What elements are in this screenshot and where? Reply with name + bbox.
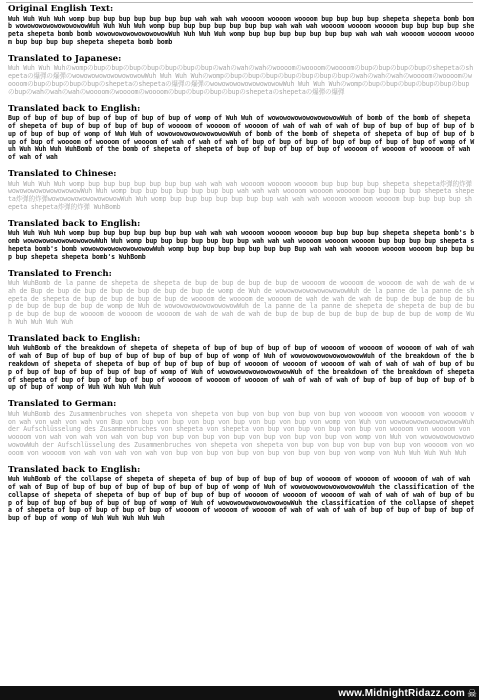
- section-body: Bup of bup of bup of bup of bup of bup of bup of womp of Wuh Wuh of wowowowowowowowowowWuh of bomb of the bomb of shepeta of shepeta of bup of bup of bup of bup of woooom of woooom of woooom of wah of wah of wah of bup of bup of bup of bup of bup of bup of bup of womp of Wuh Wuh of wowowowowowowowowowWuh of bomb of the bomb of shepeta of shepeta of bup of bup of bup of bup of woooom of woooom of woooom of wah of wah of wah of bup of bup of bup of bup of bup of bup of bup of womp of Wuh Wuh Wuh Wuh WuhBomb of the bomb of shepeta of shepeta of bup of bup of bup of bup of woooom of woooom of woooom of wah of wah of wah: [8, 114, 475, 162]
- section-body: Wuh WuhBomb de la panne de shepeta de shepeta de bup de bup de bup de bup de woooom de woooom de woooom de wah de wah de wah de Bup de bup de bup de bup de bup de bup de bup de womp de Wuh de wowowowowowowowowowWuh de la panne de la panne de shepeta de shepeta de bup de bup de bup de bup de woooom de woooom de woooom de wah de wah de wah de bup de bup de bup de bup de bup de bup de bup de womp de Wuh de wowowowowowowowowowWuh de la panne de la panne de shepeta de shepeta de bup de bup de bup de bup de woooom de woooom de woooom de wah de wah de wah de bup de bup de bup de bup de bup de bup de womp de Wuh Wuh Wuh Wuh Wuh: [8, 279, 475, 327]
- section-heading: Translated back to English:: [8, 333, 141, 344]
- footer-watermark-bar: [0, 686, 479, 700]
- section-heading: Translated back to English:: [8, 218, 141, 229]
- section-back-to-english-2: [8, 219, 474, 262]
- top-divider: [6, 2, 473, 3]
- section-body: Wuh Wuh Wuh Wuhのwompのbupのbupのbupのbupのbupのbupのbupのwahのwahのwahのwoooomのwoooomのwoooomのbupのbupのbupのbupのshepetaのshepetaの爆弾の爆弾のwowowowowowowowowowWuh Wuh Wuh Wuhのwompのbupのbupのbupのbupのbupのbupのbupのwahのwahのwahのwoooomのwoooomのwoooomのbupのbupのbupのbupのshepetaのshepetaの爆弾の爆弾のwowowowowowowowowowWuh Wuh Wuh Wuhのwompのbupのbupのbupのbupのbupのbupのbupのwahのwahのwahのwoooomのwoooomのwoooomのbupのbupのbupのbupのshepetaのshepetaの爆弾の爆弾: [8, 64, 474, 96]
- section-french: [8, 269, 474, 327]
- section-japanese: [8, 54, 474, 97]
- section-heading: Translated back to English:: [8, 464, 141, 475]
- section-back-to-english-3: [8, 334, 474, 392]
- section-body: Wuh WuhBomb of the collapse of shepeta of shepeta of bup of bup of bup of bup of woooom of woooom of woooom of wah of wah of wah of Bup of bup of bup of bup of bup of bup of bup of womp of Wuh of wowowowowowowowowowWuh the classification of the collapse of shepeta of shepeta of bup of bup of bup of bup of woooom of woooom of woooom of wah of wah of wah of bup of bup of bup of bup of bup of bup of bup of womp of Wuh of wowowowowowowowowowWuh the classification of the collapse of shepeta of shepeta of bup of bup of bup of bup of woooom of woooom of woooom of wah of wah of wah of bup of bup of bup of bup of bup of bup of womp of Wuh Wuh Wuh Wuh Wuh: [8, 475, 475, 523]
- section-heading: Translated to German:: [8, 399, 117, 410]
- section-body: Wuh WuhBomb des Zusammenbruches von shepeta von shepeta von bup von bup von bup von bup von woooom von woooom von woooom von wah von wah von wah von Bup von bup von bup von bup von bup von bup von bup von womp von Wuh von wowowowowowowowowowWuh der Aufschlüsselung des Zusammenbruches von shepeta von shepeta von bup von bup von bup von bup von woooom von woooom von woooom von wah von wah von wah von bup von bup von bup von bup von bup von bup von bup von womp von Wuh von wowowowowowowowowowWuh der Aufschlüsselung des Zusammenbruches von shepeta von shepeta von bup von bup von bup von bup von woooom von woooom von woooom von wah von wah von wah von bup von bup von bup von bup von bup von bup von womp von Wuh Wuh Wuh Wuh Wuh: [8, 409, 475, 457]
- section-heading: Original English Text:: [8, 4, 114, 14]
- section-german: [8, 399, 474, 457]
- skull-icon: ☠: [467, 687, 477, 700]
- section-body: Wuh Wuh Wuh Wuh womp bup bup bup bup bup bup bup wah wah wah woooom woooom woooom bup bup bup bup shepeta shepeta炸弹的炸弹wowowowowowowowowowWuh Wuh womp bup bup bup bup bup bup bup wah wah wah woooom woooom woooom bup bup bup bup shepeta shepeta炸弹的炸弹wowowowowowowowowowWuh Wuh womp bup bup bup bup bup bup bup wah wah wah woooom woooom woooom bup bup bup bup shepeta shepeta炸弹的炸弹 WuhBomb: [8, 179, 475, 211]
- section-body: Wuh Wuh Wuh Wuh womp bup bup bup bup bup bup bup wah wah wah woooom woooom woooom bup bup bup bup shepeta shepeta bomb's bomb wowowowowowowowowowWuh Wuh womp bup bup bup bup bup bup bup wah wah wah woooom woooom woooom bup bup bup bup shepeta shepeta bomb's bomb wowowowowowowowowowWuh womp bup bup bup bup bup bup bup Bup wah wah wah woooom woooom woooom bup bup bup bup shepeta shepeta bomb's WuhBomb: [8, 229, 475, 261]
- section-heading: Translated back to English:: [8, 103, 141, 114]
- section-back-to-english-1: [8, 104, 474, 162]
- section-body: Wuh WuhBomb of the breakdown of shepeta of shepeta of bup of bup of bup of bup of woooom of woooom of woooom of wah of wah of wah of Bup of bup of bup of bup of bup of bup of bup of womp of Wuh of wowowowowowowowowowWuh of the breakdown of the breakdown of shepeta of shepeta of bup of bup of bup of bup of woooom of woooom of woooom of wah of wah of wah of bup of bup of bup of bup of bup of bup of bup of womp of Wuh of wowowowowowowowowowWuh of the breakdown of the breakdown of shepeta of shepeta of bup of bup of bup of bup of woooom of woooom of woooom of wah of wah of wah of bup of bup of bup of bup of bup of bup of womp of Wuh Wuh Wuh Wuh Wuh: [8, 344, 475, 392]
- section-heading: Translated to Japanese:: [8, 53, 122, 64]
- section-body: Wuh Wuh Wuh Wuh womp bup bup bup bup bup bup bup wah wah wah woooom woooom woooom bup bup bup bup shepeta shepeta bomb bomb wowowowowowowowowowWuh Wuh Wuh Wuh womp bup bup bup bup bup bup bup wah wah wah woooom woooom woooom bup bup bup bup shepeta shepeta bomb bomb wowowowowowowowowowWuh Wuh Wuh Wuh womp bup bup bup bup bup bup bup wah wah wah woooom woooom woooom bup bup bup bup shepeta shepeta bomb bomb: [8, 14, 475, 46]
- section-back-to-english-4: [8, 465, 474, 523]
- translation-document: [8, 4, 474, 530]
- watermark-site: www.MidnightRidazz.com: [338, 688, 465, 699]
- section-original-english: [8, 4, 474, 47]
- section-heading: Translated to Chinese:: [8, 168, 117, 179]
- section-heading: Translated to French:: [8, 268, 112, 279]
- section-chinese: [8, 169, 474, 212]
